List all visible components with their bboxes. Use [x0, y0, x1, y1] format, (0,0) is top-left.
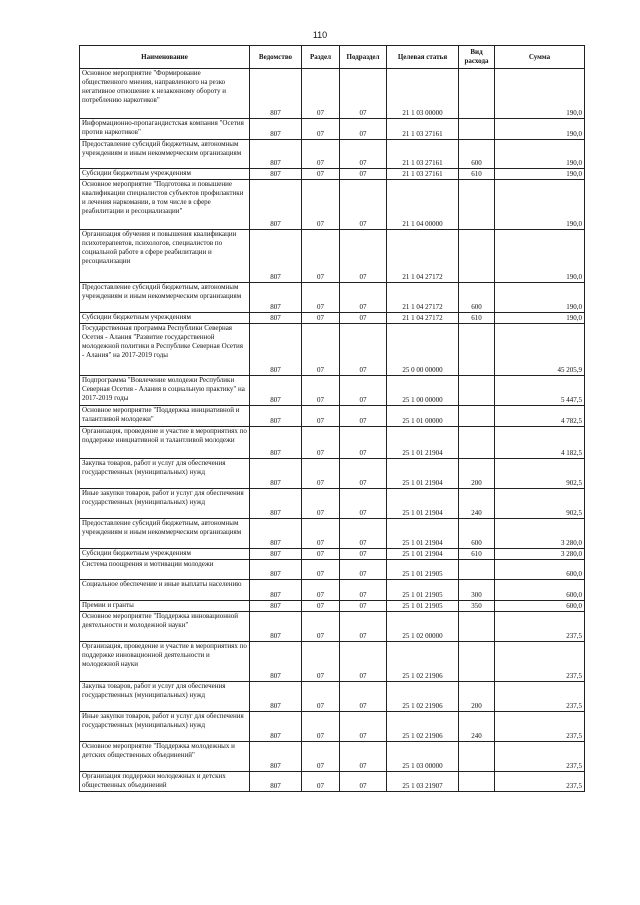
- row-summa: 902,5: [495, 489, 585, 519]
- row-vedomstvo: 807: [250, 230, 302, 283]
- row-celevaya-statya: 25 1 01 00000: [387, 406, 459, 427]
- header-celevaya-statya: Целевая статья: [387, 46, 459, 69]
- row-podrazdel: 07: [340, 459, 387, 489]
- row-podrazdel: 07: [340, 580, 387, 601]
- row-name: Субсидии бюджетным учреждениям: [80, 549, 250, 560]
- row-summa: 190,0: [495, 313, 585, 324]
- row-celevaya-statya: 25 1 01 21905: [387, 601, 459, 612]
- row-podrazdel: 07: [340, 69, 387, 119]
- row-summa: 3 280,0: [495, 519, 585, 549]
- row-razdel: 07: [302, 682, 340, 712]
- header-summa: Сумма: [495, 46, 585, 69]
- row-vid-rashoda: [459, 742, 495, 772]
- row-celevaya-statya: 25 1 02 21906: [387, 712, 459, 742]
- row-summa: 3 280,0: [495, 549, 585, 560]
- row-summa: 45 205,9: [495, 324, 585, 376]
- row-vid-rashoda: 610: [459, 169, 495, 180]
- row-name: Основное мероприятие "Поддержка инициативной и талантливой молодежи": [80, 406, 250, 427]
- table-row: [80, 742, 585, 772]
- row-razdel: 07: [302, 427, 340, 459]
- row-podrazdel: 07: [340, 642, 387, 682]
- row-celevaya-statya: 21 1 03 27161: [387, 140, 459, 169]
- row-summa: 600,0: [495, 560, 585, 580]
- row-vedomstvo: 807: [250, 772, 302, 792]
- row-vid-rashoda: [459, 230, 495, 283]
- row-vid-rashoda: [459, 612, 495, 642]
- row-razdel: 07: [302, 612, 340, 642]
- row-celevaya-statya: 25 1 01 21905: [387, 560, 459, 580]
- row-podrazdel: 07: [340, 119, 387, 140]
- row-podrazdel: 07: [340, 230, 387, 283]
- header-name: Наименование: [80, 46, 250, 69]
- row-razdel: 07: [302, 712, 340, 742]
- row-celevaya-statya: 25 1 01 21904: [387, 489, 459, 519]
- row-razdel: 07: [302, 580, 340, 601]
- row-razdel: 07: [302, 406, 340, 427]
- row-summa: 600,0: [495, 580, 585, 601]
- row-razdel: 07: [302, 489, 340, 519]
- row-celevaya-statya: 25 1 02 21906: [387, 642, 459, 682]
- row-name: Субсидии бюджетным учреждениям: [80, 169, 250, 180]
- row-summa: 237,5: [495, 772, 585, 792]
- row-name: Иные закупки товаров, работ и услуг для обеспечения государственных (муниципальных) нужд: [80, 489, 250, 519]
- header-vid-rashoda: Вид расхода: [459, 46, 495, 69]
- row-summa: 190,0: [495, 169, 585, 180]
- table-row: [80, 69, 585, 119]
- row-razdel: 07: [302, 169, 340, 180]
- row-vedomstvo: 807: [250, 560, 302, 580]
- budget-table: [79, 45, 585, 792]
- table-row: [80, 169, 585, 180]
- row-vid-rashoda: 600: [459, 140, 495, 169]
- row-podrazdel: 07: [340, 519, 387, 549]
- row-celevaya-statya: 21 1 03 27161: [387, 119, 459, 140]
- row-razdel: 07: [302, 180, 340, 230]
- row-vedomstvo: 807: [250, 519, 302, 549]
- row-vedomstvo: 807: [250, 406, 302, 427]
- row-name: Закупка товаров, работ и услуг для обеспечения государственных (муниципальных) нужд: [80, 459, 250, 489]
- row-summa: 237,5: [495, 682, 585, 712]
- row-summa: 5 447,5: [495, 376, 585, 406]
- row-vedomstvo: 807: [250, 742, 302, 772]
- table-row: [80, 642, 585, 682]
- row-podrazdel: 07: [340, 682, 387, 712]
- row-vid-rashoda: [459, 376, 495, 406]
- row-name: Предоставление субсидий бюджетным, автономным учреждениям и иным некоммерческим организациям: [80, 140, 250, 169]
- row-summa: 902,5: [495, 459, 585, 489]
- table-row: [80, 580, 585, 601]
- row-vid-rashoda: 600: [459, 283, 495, 313]
- table-row: [80, 712, 585, 742]
- row-razdel: 07: [302, 642, 340, 682]
- row-summa: 237,5: [495, 712, 585, 742]
- row-celevaya-statya: 25 1 02 21906: [387, 682, 459, 712]
- row-razdel: 07: [302, 324, 340, 376]
- row-celevaya-statya: 21 1 04 00000: [387, 180, 459, 230]
- row-vid-rashoda: [459, 119, 495, 140]
- row-razdel: 07: [302, 601, 340, 612]
- row-celevaya-statya: 25 1 01 21905: [387, 580, 459, 601]
- row-razdel: 07: [302, 519, 340, 549]
- page-number: 110: [312, 30, 328, 40]
- row-name: Основное мероприятие "Поддержка молодежных и детских общественных объединений": [80, 742, 250, 772]
- row-celevaya-statya: 25 1 01 21904: [387, 519, 459, 549]
- row-vid-rashoda: 240: [459, 712, 495, 742]
- row-celevaya-statya: 21 1 03 00000: [387, 69, 459, 119]
- row-celevaya-statya: 25 1 02 00000: [387, 612, 459, 642]
- row-celevaya-statya: 25 1 03 00000: [387, 742, 459, 772]
- row-name: Предоставление субсидий бюджетным, автономным учреждениям и иным некоммерческим организациям: [80, 519, 250, 549]
- row-vedomstvo: 807: [250, 69, 302, 119]
- table-row: [80, 427, 585, 459]
- row-vid-rashoda: 350: [459, 601, 495, 612]
- row-vedomstvo: 807: [250, 459, 302, 489]
- table-row: [80, 772, 585, 792]
- row-podrazdel: 07: [340, 324, 387, 376]
- row-vedomstvo: 807: [250, 169, 302, 180]
- row-summa: 190,0: [495, 283, 585, 313]
- table-row: [80, 376, 585, 406]
- row-summa: 600,0: [495, 601, 585, 612]
- row-vedomstvo: 807: [250, 376, 302, 406]
- row-summa: 190,0: [495, 230, 585, 283]
- row-name: Основное мероприятие "Формирование общественного мнения, направленного на резко негативное отношение к незаконному обороту и потреблению наркотиков": [80, 69, 250, 119]
- table-row: [80, 313, 585, 324]
- row-vedomstvo: 807: [250, 489, 302, 519]
- table-row: [80, 406, 585, 427]
- row-celevaya-statya: 25 1 01 21904: [387, 427, 459, 459]
- table-row: [80, 549, 585, 560]
- row-vedomstvo: 807: [250, 682, 302, 712]
- row-name: Организация, проведение и участие в мероприятиях по поддержке инновационной деятельности и молодежной науки: [80, 642, 250, 682]
- row-podrazdel: 07: [340, 549, 387, 560]
- row-razdel: 07: [302, 119, 340, 140]
- row-summa: 190,0: [495, 140, 585, 169]
- row-vedomstvo: 807: [250, 324, 302, 376]
- row-podrazdel: 07: [340, 601, 387, 612]
- row-summa: 237,5: [495, 642, 585, 682]
- row-vid-rashoda: 200: [459, 459, 495, 489]
- row-name: Подпрограмма "Вовлечение молодежи Республики Северная Осетия - Алания в социальную практику" на 2017-2019 годы: [80, 376, 250, 406]
- table-body: [80, 69, 585, 792]
- row-vid-rashoda: 600: [459, 519, 495, 549]
- row-razdel: 07: [302, 459, 340, 489]
- row-vedomstvo: 807: [250, 180, 302, 230]
- row-name: Закупка товаров, работ и услуг для обеспечения государственных (муниципальных) нужд: [80, 682, 250, 712]
- row-name: Субсидии бюджетным учреждениям: [80, 313, 250, 324]
- row-podrazdel: 07: [340, 612, 387, 642]
- row-vedomstvo: 807: [250, 712, 302, 742]
- row-vedomstvo: 807: [250, 140, 302, 169]
- table-row: [80, 519, 585, 549]
- row-podrazdel: 07: [340, 180, 387, 230]
- row-summa: 190,0: [495, 180, 585, 230]
- row-summa: 190,0: [495, 69, 585, 119]
- table-header-row: [80, 46, 585, 69]
- row-name: Социальное обеспечение и иные выплаты населению: [80, 580, 250, 601]
- table-row: [80, 560, 585, 580]
- row-podrazdel: 07: [340, 376, 387, 406]
- row-vedomstvo: 807: [250, 642, 302, 682]
- row-razdel: 07: [302, 283, 340, 313]
- row-vid-rashoda: 300: [459, 580, 495, 601]
- row-podrazdel: 07: [340, 313, 387, 324]
- row-celevaya-statya: 21 1 04 27172: [387, 230, 459, 283]
- row-name: Основное мероприятие "Поддержка инновационной деятельности и молодежной науки": [80, 612, 250, 642]
- row-name: Организация обучения и повышения квалификации психотерапевтов, психологов, специалистов по социальной работе в сфере реабилитации и ресоциализации: [80, 230, 250, 283]
- row-name: Предоставление субсидий бюджетным, автономным учреждениям и иным некоммерческим организациям: [80, 283, 250, 313]
- row-name: Организация, проведение и участие в мероприятиях по поддержке инициативной и талантливой молодежи: [80, 427, 250, 459]
- row-vid-rashoda: [459, 69, 495, 119]
- row-vid-rashoda: [459, 560, 495, 580]
- table-row: [80, 140, 585, 169]
- row-summa: 4 182,5: [495, 427, 585, 459]
- header-vedomstvo: Ведомство: [250, 46, 302, 69]
- row-razdel: 07: [302, 772, 340, 792]
- row-vid-rashoda: [459, 642, 495, 682]
- row-summa: 4 782,5: [495, 406, 585, 427]
- row-vid-rashoda: 610: [459, 549, 495, 560]
- row-vid-rashoda: [459, 427, 495, 459]
- table-row: [80, 601, 585, 612]
- table-row: [80, 324, 585, 376]
- row-vid-rashoda: [459, 406, 495, 427]
- row-razdel: 07: [302, 376, 340, 406]
- row-vedomstvo: 807: [250, 612, 302, 642]
- row-celevaya-statya: 25 0 00 00000: [387, 324, 459, 376]
- row-vedomstvo: 807: [250, 313, 302, 324]
- row-name: Государственная программа Республики Северная Осетия - Алания "Развитие государственной молодежной политики в Республике Северная Осетия - Алания" на 2017-2019 годы: [80, 324, 250, 376]
- row-podrazdel: 07: [340, 140, 387, 169]
- row-podrazdel: 07: [340, 427, 387, 459]
- row-podrazdel: 07: [340, 283, 387, 313]
- row-celevaya-statya: 25 1 03 21907: [387, 772, 459, 792]
- row-name: Премии и гранты: [80, 601, 250, 612]
- row-celevaya-statya: 25 1 00 00000: [387, 376, 459, 406]
- row-podrazdel: 07: [340, 742, 387, 772]
- row-name: Иные закупки товаров, работ и услуг для обеспечения государственных (муниципальных) нужд: [80, 712, 250, 742]
- row-vedomstvo: 807: [250, 119, 302, 140]
- row-razdel: 07: [302, 140, 340, 169]
- header-razdel: Раздел: [302, 46, 340, 69]
- row-podrazdel: 07: [340, 712, 387, 742]
- row-vid-rashoda: [459, 772, 495, 792]
- row-podrazdel: 07: [340, 169, 387, 180]
- table-row: [80, 489, 585, 519]
- row-vedomstvo: 807: [250, 283, 302, 313]
- row-podrazdel: 07: [340, 772, 387, 792]
- row-razdel: 07: [302, 230, 340, 283]
- table-row: [80, 682, 585, 712]
- table-row: [80, 612, 585, 642]
- row-razdel: 07: [302, 313, 340, 324]
- table-row: [80, 180, 585, 230]
- row-celevaya-statya: 21 1 04 27172: [387, 283, 459, 313]
- row-celevaya-statya: 25 1 01 21904: [387, 549, 459, 560]
- row-razdel: 07: [302, 742, 340, 772]
- row-summa: 237,5: [495, 742, 585, 772]
- table-row: [80, 283, 585, 313]
- table-row: [80, 230, 585, 283]
- row-name: Информационно-пропагандистская компания "Осетия против наркотиков": [80, 119, 250, 140]
- row-razdel: 07: [302, 69, 340, 119]
- row-name: Организация поддержки молодежных и детских общественных объединений: [80, 772, 250, 792]
- row-celevaya-statya: 21 1 04 27172: [387, 313, 459, 324]
- row-vedomstvo: 807: [250, 427, 302, 459]
- row-razdel: 07: [302, 560, 340, 580]
- header-podrazdel: Подраздел: [340, 46, 387, 69]
- row-summa: 190,0: [495, 119, 585, 140]
- row-vid-rashoda: 610: [459, 313, 495, 324]
- table-row: [80, 119, 585, 140]
- row-vid-rashoda: 240: [459, 489, 495, 519]
- row-vedomstvo: 807: [250, 580, 302, 601]
- row-podrazdel: 07: [340, 489, 387, 519]
- row-summa: 237,5: [495, 612, 585, 642]
- row-podrazdel: 07: [340, 406, 387, 427]
- row-vedomstvo: 807: [250, 601, 302, 612]
- row-razdel: 07: [302, 549, 340, 560]
- row-celevaya-statya: 25 1 01 21904: [387, 459, 459, 489]
- row-vid-rashoda: [459, 180, 495, 230]
- row-podrazdel: 07: [340, 560, 387, 580]
- row-celevaya-statya: 21 1 03 27161: [387, 169, 459, 180]
- row-name: Система поощрения и мотивации молодежи: [80, 560, 250, 580]
- table-row: [80, 459, 585, 489]
- row-vid-rashoda: [459, 324, 495, 376]
- row-vid-rashoda: 200: [459, 682, 495, 712]
- row-vedomstvo: 807: [250, 549, 302, 560]
- row-name: Основное мероприятие "Подготовка и повышение квалификации специалистов субъектов профилактики и лечения наркомании, в том числе в сфере реабилитации и ресоциализации": [80, 180, 250, 230]
